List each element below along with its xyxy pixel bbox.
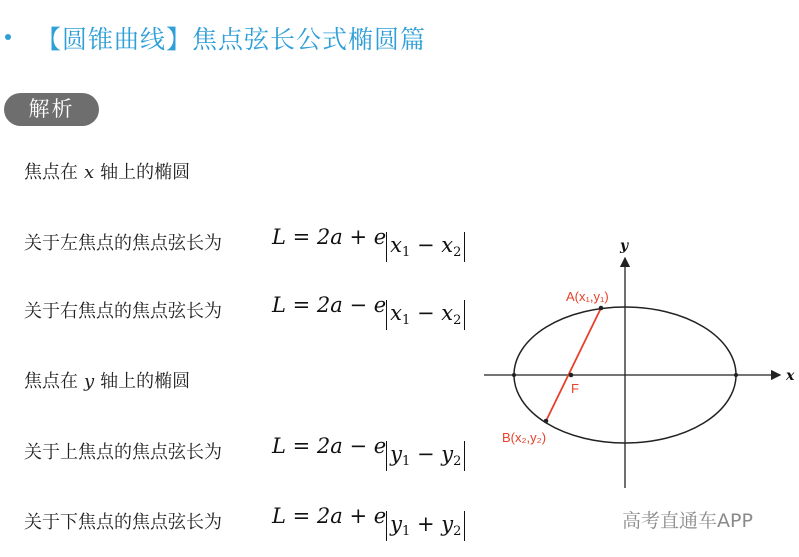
x-axis-label: x [786,368,795,384]
formula-left-focus [272,225,465,262]
abs-bars [386,511,465,541]
var-1: y [390,442,403,466]
abs-bars [386,441,465,471]
ellipse-diagram [480,230,799,495]
point-a [599,306,604,311]
x-axis-heading [24,158,190,184]
formula-lhs: L = 2a + e [272,225,387,249]
var-1: x [390,301,402,325]
watermark-logo: 高考直通车APP [622,510,753,532]
formula-right-focus [272,293,465,330]
abs-bars [386,300,465,330]
abs-bars [386,232,465,262]
point-b [544,419,549,424]
sub-2: 2 [453,245,462,260]
label-f: F [571,381,579,396]
y-axis-heading-pre: 焦点在 [24,371,78,392]
bullet-icon [5,34,11,40]
formula-lhs: L = 2a − e [272,434,387,458]
y-axis-label: y [620,238,629,254]
y-axis-heading [24,367,190,393]
x-axis-heading-post: 轴上的椭圆 [100,162,191,183]
y-axis-heading-var: y [84,371,95,392]
label-a: A(x₁,y₁) [566,289,609,304]
page-title: 【圆锥曲线】焦点弦长公式椭圆篇 [36,25,427,54]
sub-1: 1 [402,524,411,539]
lower-focus-text: 关于下焦点的焦点弦长为 [24,512,222,533]
var-2: y [441,442,454,466]
var-2: x [441,301,454,325]
formula-lhs: L = 2a + e [272,504,387,528]
formula-upper-focus [272,434,465,471]
y-axis-heading-post: 轴上的椭圆 [100,371,191,392]
sub-2: 2 [453,524,462,539]
sub-1: 1 [402,245,411,260]
vertex-right [734,373,738,377]
operator: − [410,233,442,257]
sub-1: 1 [402,313,411,328]
vertex-left [512,373,516,377]
focus-point [569,373,574,378]
operator: − [410,442,442,466]
operator: − [410,301,442,325]
left-focus-text: 关于左焦点的焦点弦长为 [24,233,222,254]
formula-lower-focus [272,504,465,541]
focal-chord [546,308,601,421]
operator: + [410,512,442,536]
sub-1: 1 [402,454,411,469]
x-axis-heading-var: x [84,162,95,183]
analysis-tag: 解析 [4,93,99,126]
sub-2: 2 [453,313,462,328]
var-2: x [441,233,454,257]
var-1: x [390,233,402,257]
upper-focus-text: 关于上焦点的焦点弦长为 [24,442,222,463]
right-focus-text: 关于右焦点的焦点弦长为 [24,301,222,322]
var-2: y [441,512,454,536]
x-axis-heading-pre: 焦点在 [24,162,78,183]
var-1: y [390,512,403,536]
sub-2: 2 [453,454,462,469]
label-b: B(x₂,y₂) [502,430,547,445]
formula-lhs: L = 2a − e [272,293,387,317]
